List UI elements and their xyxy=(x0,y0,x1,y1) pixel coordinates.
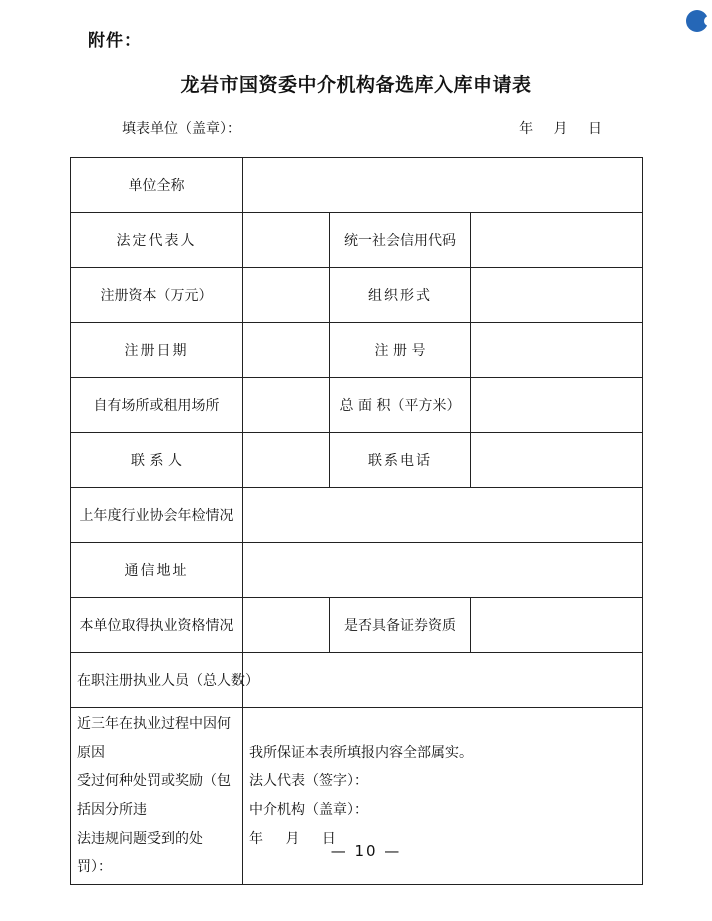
penalty-history-line-2: 受过何种处罚或奖励（包括因分所违 xyxy=(77,773,231,819)
last-year-inspection-value[interactable] xyxy=(243,488,643,543)
declaration-statement: 我所保证本表所填报内容全部属实。 xyxy=(249,744,473,761)
table-row xyxy=(71,488,643,543)
agency-seal-label: 中介机构（盖章）： xyxy=(249,802,368,819)
last-year-inspection-label: 上年度行业协会年检情况 xyxy=(71,488,243,543)
page-title: 龙岩市国资委中介机构备选库入库申请表 xyxy=(180,74,532,96)
declaration-month-label: 月 xyxy=(285,830,300,847)
table-row xyxy=(71,158,643,213)
qualification-value[interactable] xyxy=(243,598,330,653)
total-area-label: 总 面 积（平方米） xyxy=(330,378,471,433)
contact-person-label: 联 系 人 xyxy=(71,433,243,488)
table-row xyxy=(71,268,643,323)
meta-row xyxy=(122,118,602,138)
total-area-value[interactable] xyxy=(471,378,643,433)
date-day-label: 日 xyxy=(588,121,602,137)
credit-code-value[interactable] xyxy=(471,213,643,268)
licensed-staff-label: 在职注册执业人员（总人数） xyxy=(71,653,243,708)
declaration-day-label: 日 xyxy=(321,830,336,847)
register-date-label: 注册日期 xyxy=(71,323,243,378)
org-form-value[interactable] xyxy=(471,268,643,323)
table-row xyxy=(71,323,643,378)
penalty-history-line-1: 近三年在执业过程中因何原因 xyxy=(77,716,231,761)
legal-rep-value[interactable] xyxy=(243,213,330,268)
table-row xyxy=(71,653,643,708)
penalty-history-line-3: 法违规问题受到的处罚）： xyxy=(77,830,203,876)
attachment-label: 附件： xyxy=(88,31,142,51)
org-form-label: 组织形式 xyxy=(330,268,471,323)
contact-phone-value[interactable] xyxy=(471,433,643,488)
company-name-value[interactable] xyxy=(243,158,643,213)
securities-qualification-label: 是否具备证券资质 xyxy=(330,598,471,653)
table-row xyxy=(71,598,643,653)
page-number: — 10 — xyxy=(330,842,402,860)
table-row xyxy=(71,543,643,598)
table-row xyxy=(71,378,643,433)
declaration-year-label: 年 xyxy=(249,830,263,847)
register-no-label: 注 册 号 xyxy=(330,323,471,378)
application-form-table xyxy=(70,157,643,885)
premises-value[interactable] xyxy=(243,378,330,433)
table-row xyxy=(71,433,643,488)
corner-badge-icon xyxy=(686,10,708,32)
mail-address-label: 通信地址 xyxy=(71,543,243,598)
legal-rep-label: 法定代表人 xyxy=(71,213,243,268)
company-name-label: 单位全称 xyxy=(71,158,243,213)
mail-address-value[interactable] xyxy=(243,543,643,598)
premises-label: 自有场所或租用场所 xyxy=(71,378,243,433)
contact-phone-label: 联系电话 xyxy=(330,433,471,488)
form-date xyxy=(519,118,602,138)
credit-code-label: 统一社会信用代码 xyxy=(330,213,471,268)
registered-capital-value[interactable] xyxy=(243,268,330,323)
date-year-label: 年 xyxy=(519,121,534,137)
licensed-staff-value[interactable] xyxy=(243,653,643,708)
date-month-label: 月 xyxy=(553,121,568,137)
securities-qualification-value[interactable] xyxy=(471,598,643,653)
legal-rep-signature-label: 法人代表（签字）： xyxy=(249,773,368,790)
contact-person-value[interactable] xyxy=(243,433,330,488)
registered-capital-label: 注册资本（万元） xyxy=(71,268,243,323)
register-no-value[interactable] xyxy=(471,323,643,378)
qualification-label: 本单位取得执业资格情况 xyxy=(71,598,243,653)
register-date-value[interactable] xyxy=(243,323,330,378)
filler-unit-label: 填表单位（盖章）： xyxy=(122,121,241,137)
table-row xyxy=(71,213,643,268)
